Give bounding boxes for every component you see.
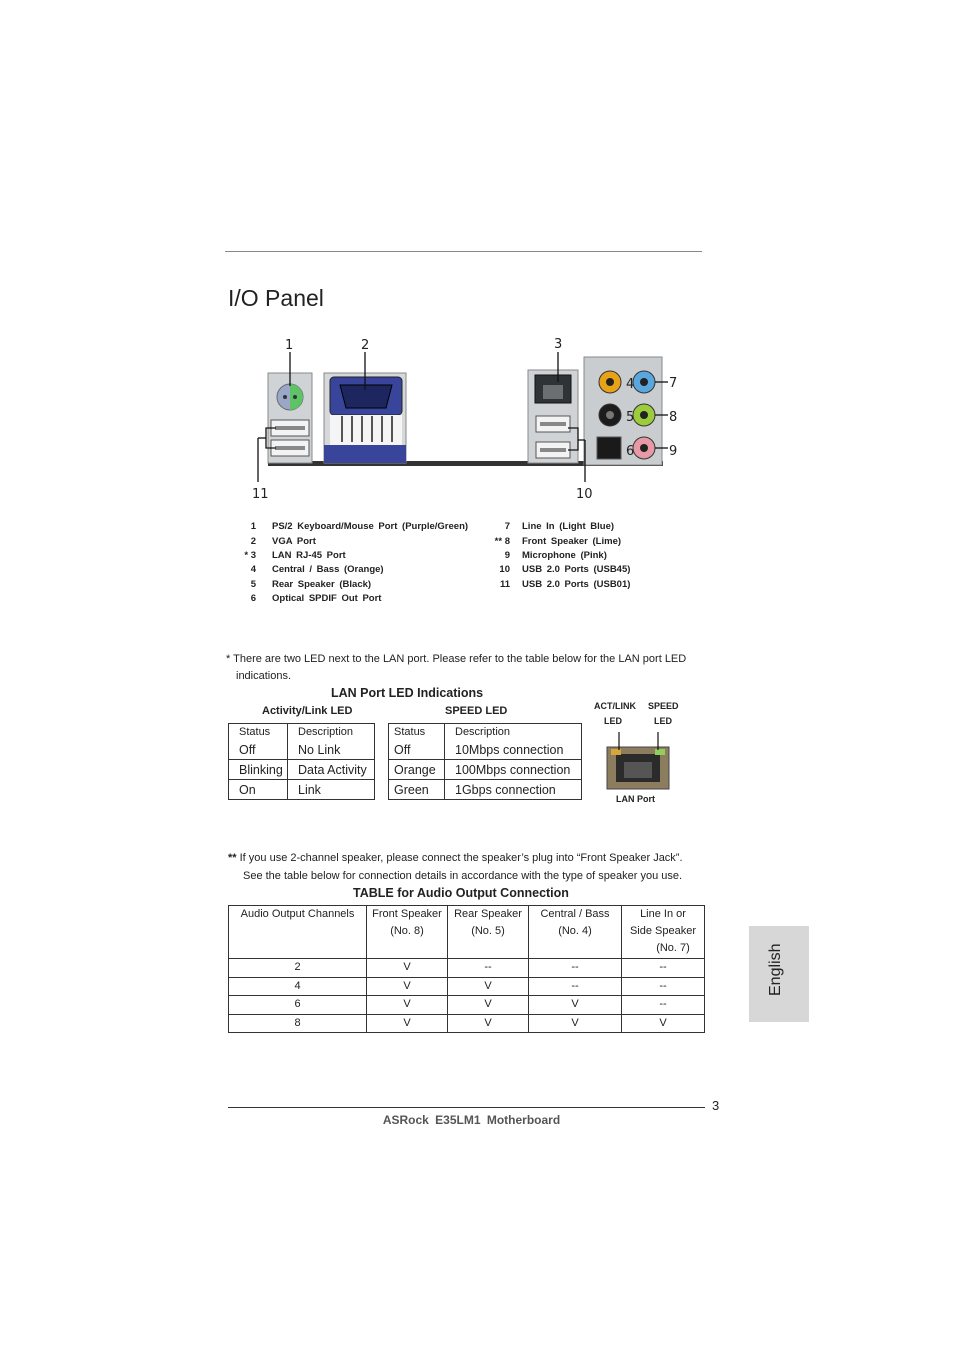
table-row: 6 V V V --	[229, 996, 705, 1015]
callout-5: 5	[626, 410, 635, 425]
callout-8: 8	[669, 410, 678, 425]
act-link-label-1: ACT/LINK	[594, 701, 636, 711]
speed-label-2: LED	[654, 716, 672, 726]
table-row: 8 V V V V	[229, 1014, 705, 1033]
lan-port-illustration	[603, 730, 673, 792]
bottom-rule	[228, 1107, 705, 1108]
page-title: I/O Panel	[228, 285, 324, 311]
callout-11: 11	[252, 487, 269, 502]
col-header-front: Front Speaker (No. 8)	[367, 906, 448, 959]
lan-note-line2: indications.	[236, 670, 292, 682]
audio-table-title: TABLE for Audio Output Connection	[353, 886, 569, 900]
callout-9: 9	[669, 444, 678, 459]
col-header-channels: Audio Output Channels	[229, 906, 367, 959]
table-row: 2 V -- -- --	[229, 959, 705, 978]
callout-6: 6	[626, 444, 635, 459]
speaker-note-line2: See the table below for connection details in accordance with the type of speaker you use.	[243, 870, 683, 882]
col-header-rear: Rear Speaker (No. 5)	[448, 906, 529, 959]
callout-10: 10	[576, 487, 593, 502]
speed-led-table: Status Description Off 10Mbps connection Orange 100Mbps connection Green 1Gbps connection	[388, 723, 582, 800]
footer-text: ASRock E35LM1 Motherboard	[382, 1113, 561, 1127]
table-row: On Link	[229, 780, 375, 800]
io-panel-diagram	[240, 330, 700, 505]
act-link-label-2: LED	[604, 716, 622, 726]
activity-led-title: Activity/Link LED	[262, 705, 353, 717]
lan-port-label: LAN Port	[616, 794, 655, 804]
callout-3: 3	[554, 337, 563, 352]
language-tab-label: English	[767, 943, 784, 996]
callout-7: 7	[669, 376, 678, 391]
speed-label-1: SPEED	[648, 701, 679, 711]
table-row: Off 10Mbps connection	[389, 740, 582, 760]
spdif-port-icon	[597, 437, 621, 459]
table-row: Blinking Data Activity	[229, 760, 375, 780]
speaker-note-text: If you use 2-channel speaker, please connect the speaker’s plug into “Front Speaker Jack”.	[239, 852, 683, 864]
table-row: Orange 100Mbps connection	[389, 760, 582, 780]
table-row: Green 1Gbps connection	[389, 780, 582, 800]
audio-output-table	[228, 905, 705, 1033]
table-row: 4 V V -- --	[229, 977, 705, 996]
table-row: Off No Link	[229, 740, 375, 760]
lan-note-line1: * There are two LED next to the LAN port. Please refer to the table below for the LAN port LED	[226, 653, 687, 665]
callout-2: 2	[361, 338, 370, 353]
speaker-note-line1	[228, 850, 683, 867]
speaker-note-marker: **	[228, 852, 237, 864]
callout-4: 4	[626, 377, 635, 392]
activity-led-table: Status Description Off No Link Blinking Data Activity On Link	[228, 723, 375, 800]
lan-led-heading: LAN Port LED Indications	[331, 686, 484, 700]
col-header-line-in: Line In or Side Speaker (No. 7)	[622, 906, 705, 959]
language-side-tab	[749, 926, 809, 1022]
col-header-central: Central / Bass (No. 4)	[529, 906, 622, 959]
top-rule	[225, 251, 702, 252]
speed-led-title: SPEED LED	[445, 705, 508, 717]
speed-led-icon	[655, 749, 665, 755]
page-number: 3	[712, 1098, 720, 1113]
callout-1: 1	[285, 338, 294, 353]
